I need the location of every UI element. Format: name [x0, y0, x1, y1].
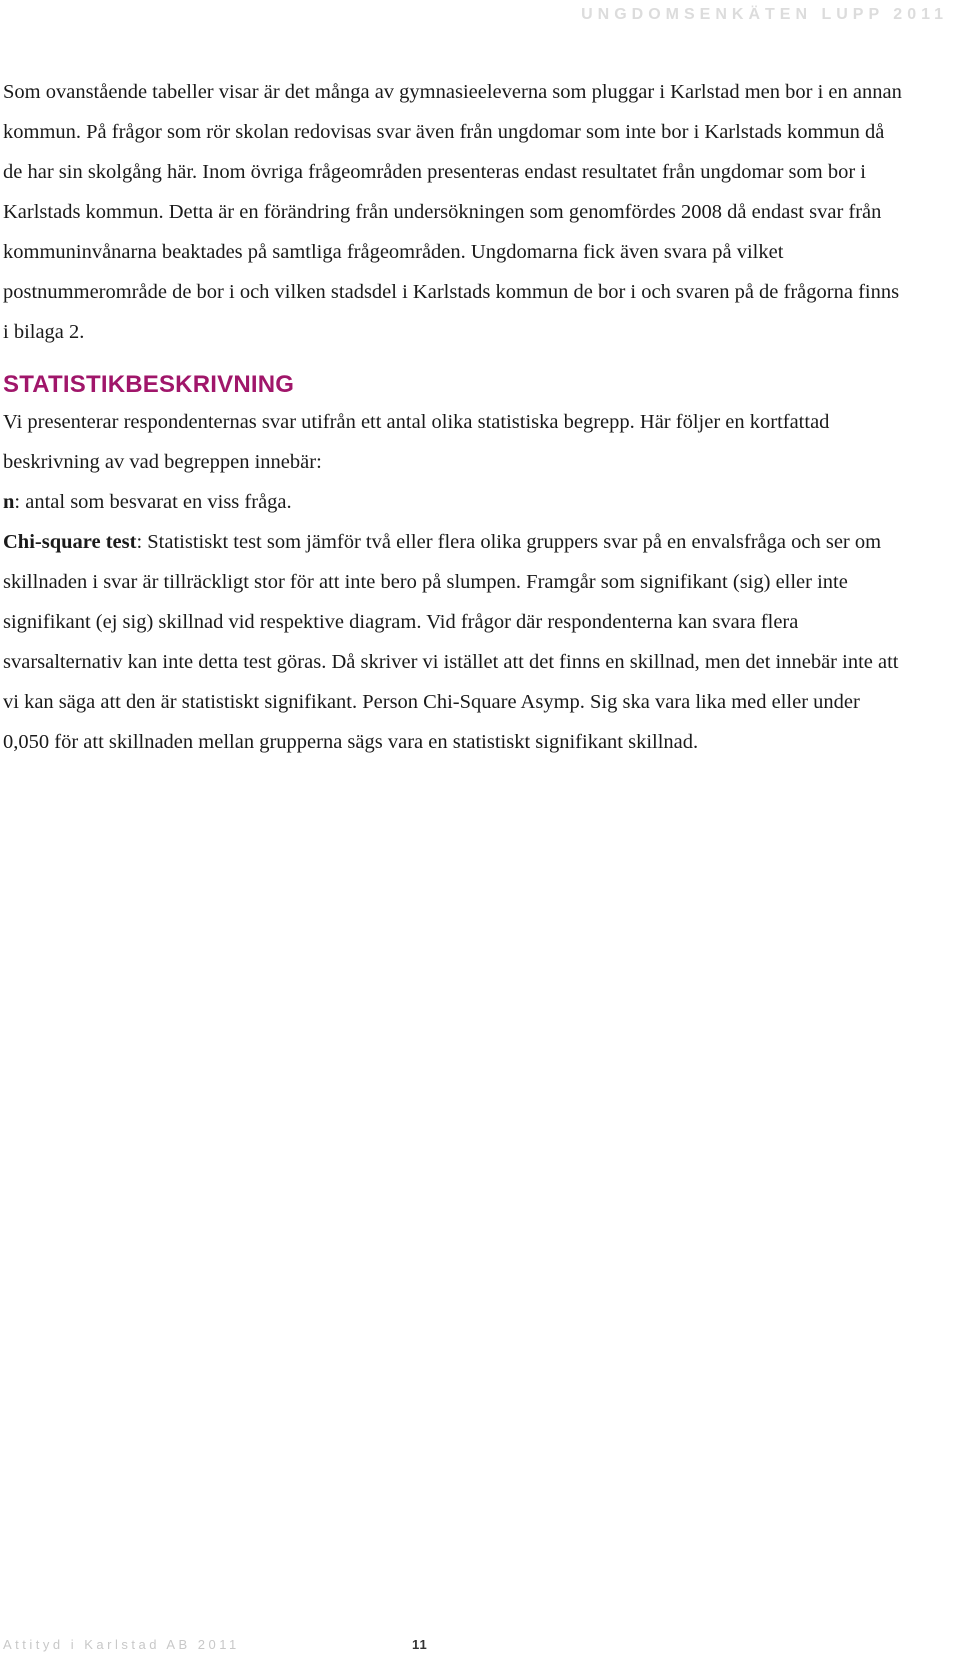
footer-company: Attityd i Karlstad AB 2011	[3, 1637, 240, 1652]
definition-text-n: : antal som besvarat en viss fråga.	[14, 491, 292, 513]
definition-text-chi-square: : Statistiskt test som jämför två eller flera olika gruppers svar på en envalsfråga och ser om skillnaden i svar är tillräckligt stor för att inte bero på slumpen. Framgår som signifikant (sig) eller inte signifikant (ej sig) skillnad vid respektive diagram. Vid frågor där respondenterna kan svara flera svarsalternativ kan inte detta test göras. Då skriver vi istället att det finns en skillnad, men det innebär inte att vi kan säga att den är statistiskt signifikant. Person Chi-Square Asymp. Sig ska vara lika med eller under 0,050 för att skillnaden mellan grupperna sägs vara en statistiskt signifikant skillnad.	[3, 531, 899, 753]
definition-n	[3, 482, 903, 522]
definition-chi-square	[3, 522, 903, 762]
page-number: 11	[412, 1637, 428, 1652]
running-header-title: UNGDOMSENKÄTEN LUPP 2011	[581, 6, 948, 23]
definition-term-n: n	[3, 491, 15, 513]
definition-term-chi-square: Chi-square test	[3, 531, 137, 553]
section-heading-statistics: STATISTIKBESKRIVNING	[3, 371, 295, 398]
intro-paragraph: Som ovanstående tabeller visar är det många av gymnasieeleverna som pluggar i Karlstad men bor i en annan kommun. På frågor som rör skolan redovisas svar även från ungdomar som inte bor i Karlstads kommun då de har sin skolgång här. Inom övriga frågeområden presenteras endast resultatet från ungdomar som bor i Karlstads kommun. Detta är en förändring från undersökningen som genomfördes 2008 då endast svar från kommuninvånarna beaktades på samtliga frågeområden. Ungdomarna fick även svara på vilket postnummerområde de bor i och vilken stadsdel i Karlstads kommun de bor i och svaren på de frågorna finns i bilaga 2.	[3, 81, 902, 343]
statistics-intro-paragraph: Vi presenterar respondenternas svar utifrån ett antal olika statistiska begrepp. Här följer en kortfattad beskrivning av vad begreppen innebär:	[3, 411, 830, 473]
document-body	[3, 72, 903, 762]
